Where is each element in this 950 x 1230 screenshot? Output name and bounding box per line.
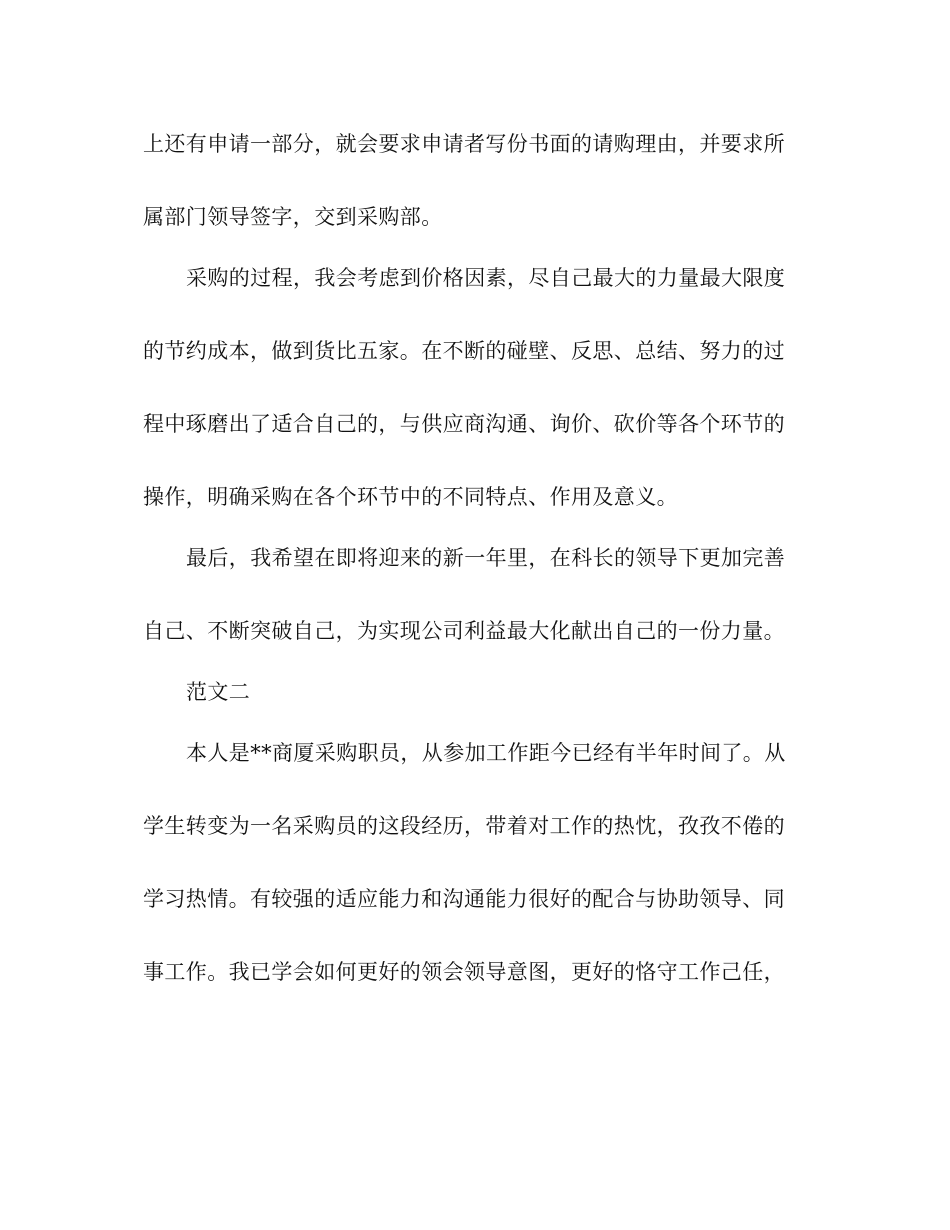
text-line: 自己、不断突破自己，为实现公司利益最大化献出自己的一份力量。 [143, 619, 785, 643]
text-line: 事工作。我已学会如何更好的领会领导意图，更好的恪守工作己任， [143, 960, 785, 984]
text-line: 属部门领导签字，交到采购部。 [143, 205, 443, 229]
text-line: 操作，明确采购在各个环节中的不同特点、作用及意义。 [143, 485, 678, 509]
text-line: 程中琢磨出了适合自己的，与供应商沟通、询价、砍价等各个环节的 [143, 412, 785, 436]
text-line: 上还有申请一部分，就会要求申请者写份书面的请购理由，并要求所 [143, 132, 785, 156]
paragraph-start-line: 最后，我希望在即将迎来的新一年里，在科长的领导下更加完善 [186, 546, 786, 570]
paragraph-start-line: 本人是**商厦采购职员，从参加工作距今已经有半年时间了。从 [186, 741, 786, 765]
section-heading: 范文二 [186, 680, 251, 704]
text-line: 学生转变为一名采购员的这段经历，带着对工作的热忱，孜孜不倦的 [143, 814, 785, 838]
text-line: 学习热情。有较强的适应能力和沟通能力很好的配合与协助领导、同 [143, 887, 785, 911]
text-line: 的节约成本，做到货比五家。在不断的碰壁、反思、总结、努力的过 [143, 339, 785, 363]
paragraph-start-line: 采购的过程，我会考虑到价格因素，尽自己最大的力量最大限度 [186, 266, 786, 290]
